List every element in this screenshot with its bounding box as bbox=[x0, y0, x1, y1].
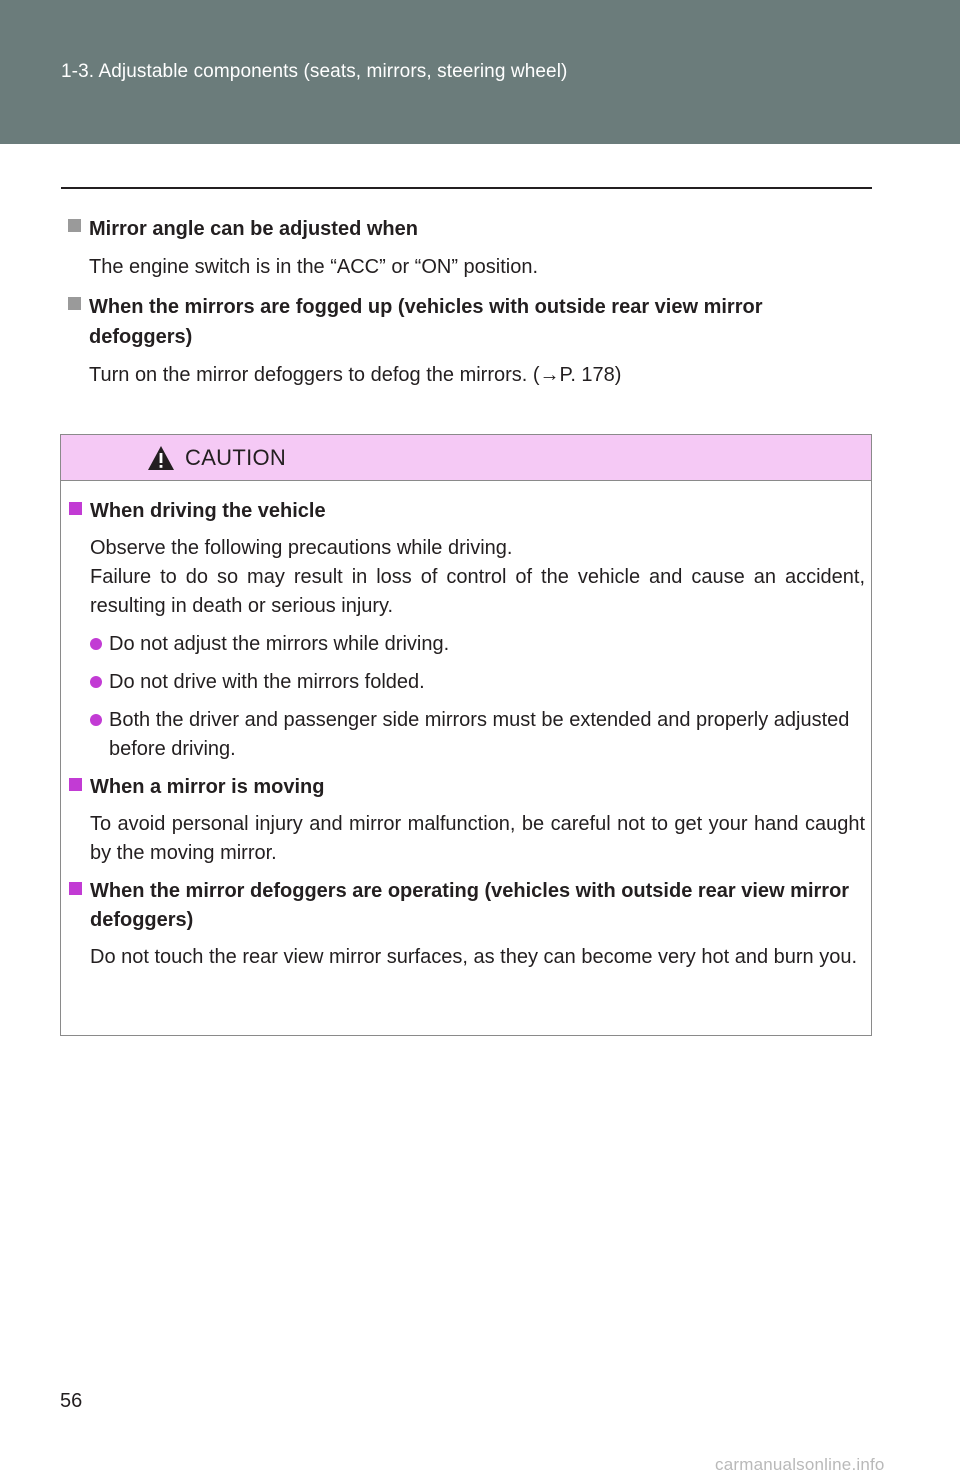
list-item: Both the driver and passenger side mirrors must be extended and properly adjusted before driving. bbox=[69, 706, 865, 764]
circle-bullet-icon bbox=[90, 676, 102, 688]
square-bullet-icon bbox=[69, 882, 82, 895]
caution-content bbox=[69, 497, 865, 981]
caution-body: To avoid personal injury and mirror malfunction, be careful not to get your hand caught by the moving mirror. bbox=[90, 813, 865, 864]
square-bullet-icon bbox=[69, 778, 82, 791]
page-header bbox=[0, 0, 960, 144]
caution-section bbox=[69, 497, 865, 764]
caution-heading: When driving the vehicle bbox=[90, 500, 326, 522]
caution-header bbox=[61, 435, 871, 481]
list-item: Do not adjust the mirrors while driving. bbox=[69, 630, 865, 659]
divider-rule bbox=[61, 187, 872, 189]
square-bullet-icon bbox=[69, 502, 82, 515]
section-title: 1-3. Adjustable components (seats, mirrors, steering wheel) bbox=[61, 61, 568, 82]
square-bullet-icon bbox=[68, 219, 81, 232]
list-item: Do not drive with the mirrors folded. bbox=[69, 668, 865, 697]
caution-box bbox=[60, 434, 872, 1036]
caution-section bbox=[69, 877, 865, 972]
note-heading: When the mirrors are fogged up (vehicles with outside rear view mirror defoggers) bbox=[89, 296, 763, 348]
circle-bullet-icon bbox=[90, 714, 102, 726]
note-item bbox=[68, 292, 864, 390]
caution-title: CAUTION bbox=[185, 445, 287, 470]
caution-body: Do not touch the rear view mirror surfaces, as they can become very hot and burn you. bbox=[90, 946, 858, 968]
note-item bbox=[68, 214, 864, 282]
note-body: Turn on the mirror defoggers to defog the mirrors. (→P. 178) bbox=[89, 364, 622, 386]
notes-section bbox=[68, 214, 864, 400]
note-body: The engine switch is in the “ACC” or “ON” position. bbox=[89, 256, 539, 278]
circle-bullet-icon bbox=[90, 638, 102, 650]
warning-triangle-icon bbox=[147, 445, 175, 471]
caution-body: Observe the following precautions while driving. Failure to do so may result in loss of control of the vehicle and cause an accident, resulting in death or serious injury. bbox=[90, 537, 865, 617]
page-number: 56 bbox=[60, 1390, 83, 1412]
square-bullet-icon bbox=[68, 297, 81, 310]
note-heading: Mirror angle can be adjusted when bbox=[89, 218, 418, 240]
watermark: carmanualsonline.info bbox=[715, 1455, 885, 1474]
caution-section bbox=[69, 773, 865, 868]
caution-heading: When the mirror defoggers are operating (vehicles with outside rear view mirror defoggers) bbox=[90, 880, 850, 931]
caution-heading: When a mirror is moving bbox=[90, 776, 325, 798]
